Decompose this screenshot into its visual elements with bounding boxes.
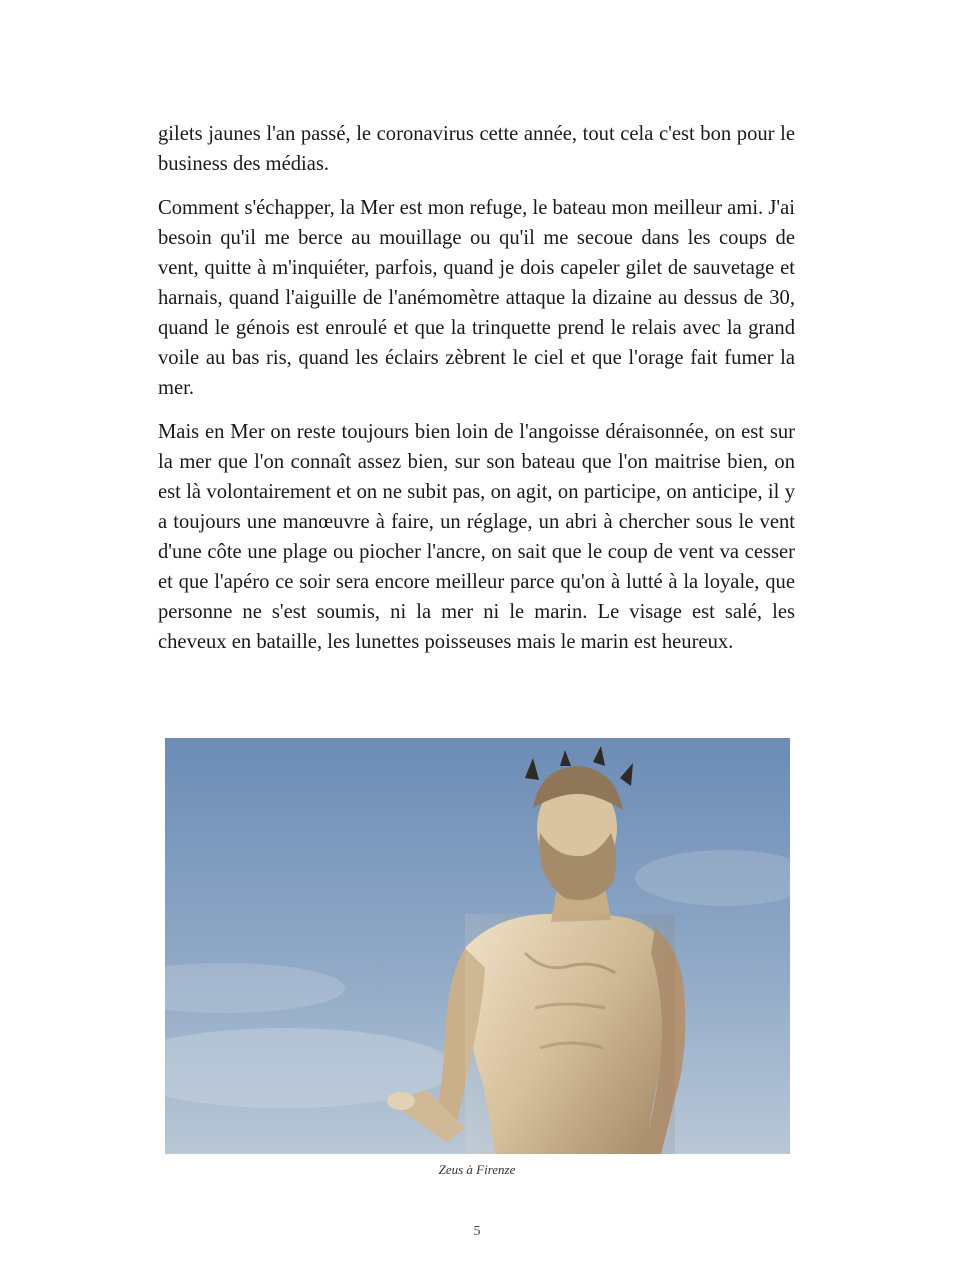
body-text [158, 119, 795, 671]
statue-photo [165, 738, 790, 1154]
paragraph-1: gilets jaunes l'an passé, le coronavirus cette année, tout cela c'est bon pour le business des médias. [158, 123, 795, 175]
page-number: 5 [473, 1224, 481, 1239]
figure-caption: Zeus à Firenze [438, 1162, 516, 1177]
paragraph-3: Mais en Mer on reste toujours bien loin de l'angoisse déraisonnée, on est sur la mer que l'on connaît assez bien, sur son bateau que l'on maitrise bien, on est là volontairement et on ne subit pas, on agit, on participe, on anticipe, il y a toujours une manœuvre à faire, un réglage, un abri à chercher sous le vent d'une côte une plage ou piocher l'ancre, on sait que le coup de vent va cesser et que l'apéro ce soir sera encore meilleur parce qu'on à lutté à la loyale, que personne ne s'est soumis, ni la mer ni le marin. Le visage est salé, les cheveux en bataille, les lunettes poisseuses mais le marin est heureux. [158, 421, 795, 653]
paragraph-2: Comment s'échapper, la Mer est mon refuge, le bateau mon meilleur ami. J'ai besoin qu'il me berce au mouillage ou qu'il me secoue dans les coups de vent, quitte à m'inquiéter, parfois, quand je dois capeler gilet de sauvetage et harnais, quand l'aiguille de l'anémomètre attaque la dizaine au dessus de 30, quand le génois est enroulé et que la trinquette prend le relais avec la grand voile au bas ris, quand les éclairs zèbrent le ciel et que l'orage fait fumer la mer. [158, 197, 795, 399]
